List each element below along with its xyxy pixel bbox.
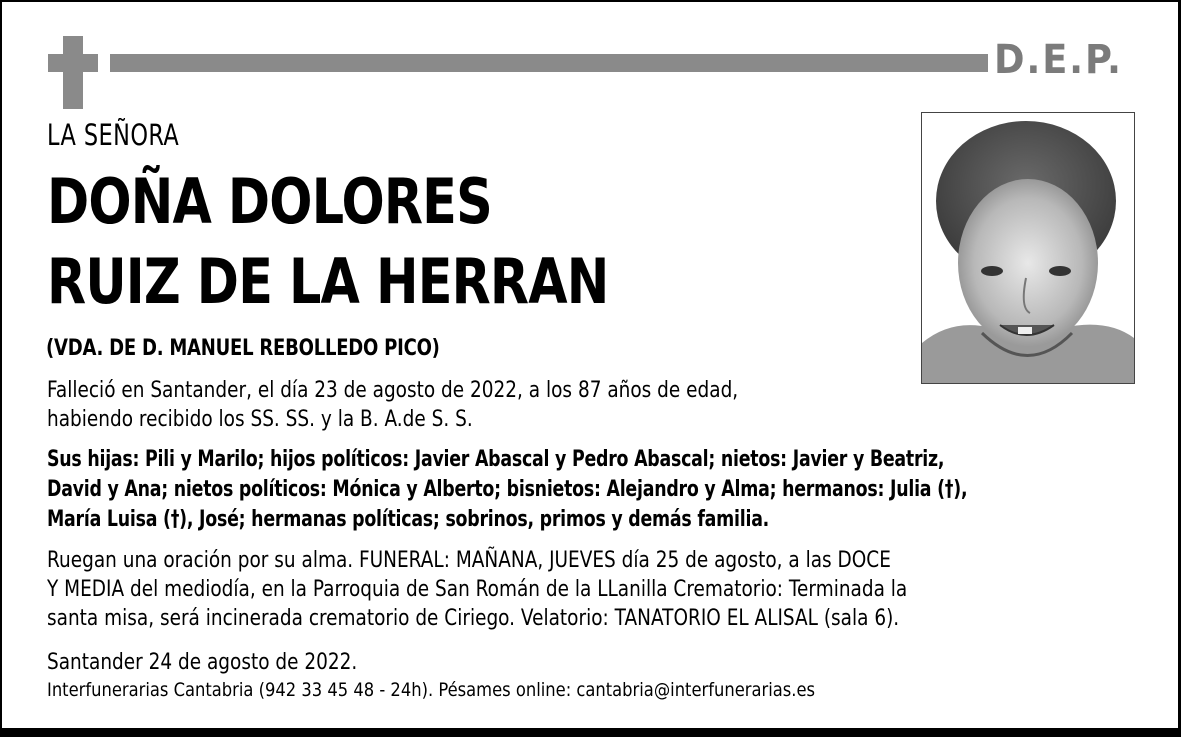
dep-label: D.E.P. <box>994 37 1123 83</box>
funeral-home-contact: Interfunerarias Cantabria (942 33 45 48 - 24h). Pésames online: cantabria@interfunerarias.es <box>47 679 816 701</box>
funeral-line: Y MEDIA del mediodía, en la Parroquia de San Román de la LLanilla Crematorio: Terminada la <box>47 577 908 602</box>
portrait-image-icon <box>922 113 1134 383</box>
family-line: David y Ana; nietos políticos: Mónica y Alberto; bisnietos: Alejandro y Alma; hermanos: Julia (†), <box>47 477 968 502</box>
portrait-photo <box>921 112 1135 384</box>
cross-vertical-bar <box>63 36 83 109</box>
place-date: Santander 24 de agosto de 2022. <box>47 650 358 675</box>
family-line: María Luisa (†), José; hermanas políticas; sobrinos, primos y demás familia. <box>47 507 770 532</box>
honorific-label: LA SEÑORA <box>47 118 180 152</box>
funeral-line: santa misa, será incinerada crematorio de Ciriego. Velatorio: TANATORIO EL ALISAL (sala 6). <box>47 606 900 631</box>
funeral-line: Ruegan una oración por su alma. FUNERAL: MAÑANA, JUEVES día 25 de agosto, a las DOCE <box>47 548 891 573</box>
widow-of-line: (VDA. DE D. MANUEL REBOLLEDO PICO) <box>46 336 440 361</box>
header-rule <box>110 54 988 72</box>
death-notice-line: Falleció en Santander, el día 23 de agosto de 2022, a los 87 años de edad, <box>47 378 739 403</box>
deceased-name-line-2: RUIZ DE LA HERRAN <box>47 245 609 318</box>
death-notice-line: habiendo recibido los SS. SS. y la B. A.de S. S. <box>47 407 473 432</box>
bottom-border-bar <box>0 728 1181 737</box>
death-notice <box>47 376 738 434</box>
funeral-details <box>47 546 907 633</box>
family-line: Sus hijas: Pili y Marilo; hijos políticos: Javier Abascal y Pedro Abascal; nietos: Javier y Beatriz, <box>47 447 945 472</box>
deceased-name-line-1: DOÑA DOLORES <box>47 165 492 238</box>
family-list <box>47 445 967 535</box>
cross-horizontal-bar <box>48 54 98 72</box>
